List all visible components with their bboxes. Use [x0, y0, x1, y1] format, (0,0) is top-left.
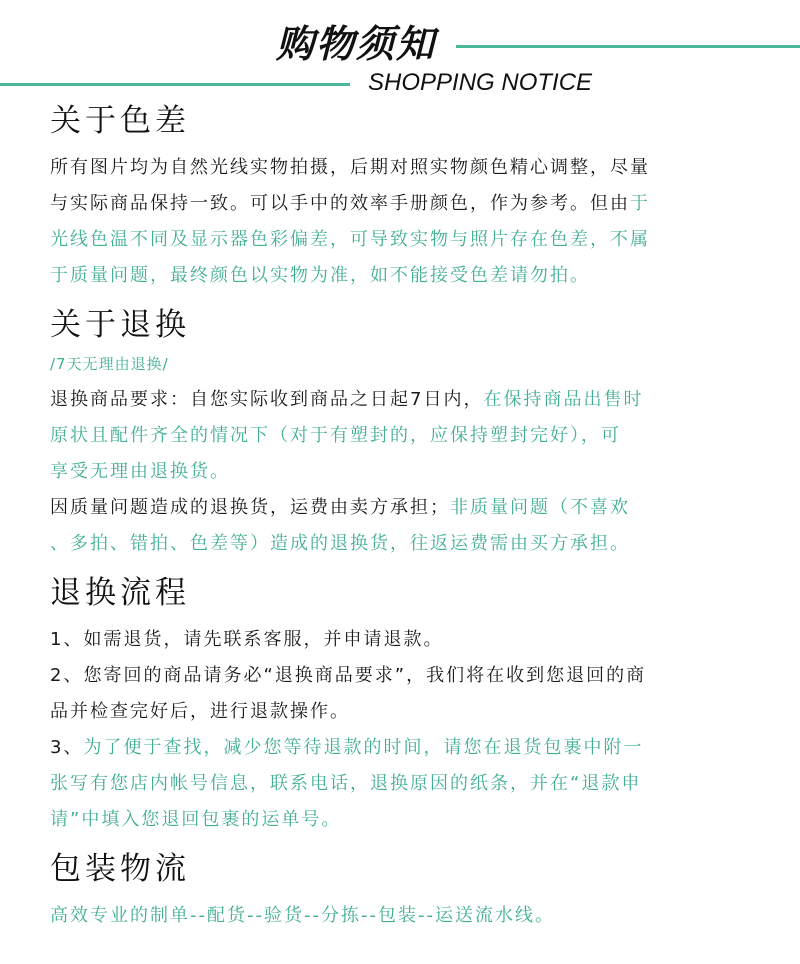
paragraph-line: 退换商品要求：自您实际收到商品之日起7日内，在保持商品出售时 — [50, 389, 644, 410]
section-body-logistics — [0, 898, 800, 934]
notice-header — [0, 0, 800, 100]
paragraph-line: 1、如需退货，请先联系客服，并申请退款。 — [50, 629, 444, 650]
paragraph-line: 张写有您店内帐号信息，联系电话，退换原因的纸条，并在“退款申 — [50, 773, 642, 794]
page-subtitle: SHOPPING NOTICE — [368, 69, 593, 96]
section-body-color-diff — [0, 150, 800, 294]
section-body-returns — [0, 382, 800, 562]
paragraph-line: 享受无理由退换货。 — [50, 461, 230, 482]
paragraph-line: 光线色温不同及显示器色彩偏差，可导致实物与照片存在色差，不属 — [50, 229, 650, 250]
section-title-process: 退换流程 — [50, 575, 190, 611]
paragraph-line: 于质量问题，最终颜色以实物为准，如不能接受色差请勿拍。 — [50, 265, 590, 286]
paragraph-line: 高效专业的制单--配货--验货--分拣--包装--运送流水线。 — [50, 905, 555, 926]
paragraph-line: 品并检查完好后，进行退款操作。 — [50, 701, 350, 722]
section-body-process — [0, 622, 800, 838]
paragraph-line: 3、为了便于查找，减少您等待退款的时间，请您在退货包裹中附一 — [50, 737, 644, 758]
paragraph-line: 2、您寄回的商品请务必“退换商品要求”，我们将在收到您退回的商 — [50, 665, 647, 686]
section-title-color-diff: 关于色差 — [50, 103, 190, 139]
section-title-returns: 关于退换 — [50, 307, 190, 343]
header-rule-left — [0, 83, 350, 86]
header-rule-right — [456, 45, 800, 48]
paragraph-line: 、多拍、错拍、色差等）造成的退换货，往返运费需由买方承担。 — [50, 533, 630, 554]
section-title-logistics: 包装物流 — [50, 851, 190, 887]
paragraph-line: 与实际商品保持一致。可以手中的效率手册颜色，作为参考。但由于 — [50, 193, 650, 214]
page-title: 购物须知 — [276, 22, 437, 66]
notice-content — [0, 100, 800, 934]
paragraph-line: 因质量问题造成的退换货，运费由卖方承担；非质量问题（不喜欢 — [50, 497, 630, 518]
paragraph-line: 请”中填入您退回包裹的运单号。 — [50, 809, 342, 830]
paragraph-line: 原状且配件齐全的情况下（对于有塑封的，应保持塑封完好），可 — [50, 425, 621, 446]
paragraph-line: 所有图片均为自然光线实物拍摄，后期对照实物颜色精心调整，尽量 — [50, 157, 650, 178]
returns-policy-tag: /7天无理由退换/ — [50, 355, 169, 373]
